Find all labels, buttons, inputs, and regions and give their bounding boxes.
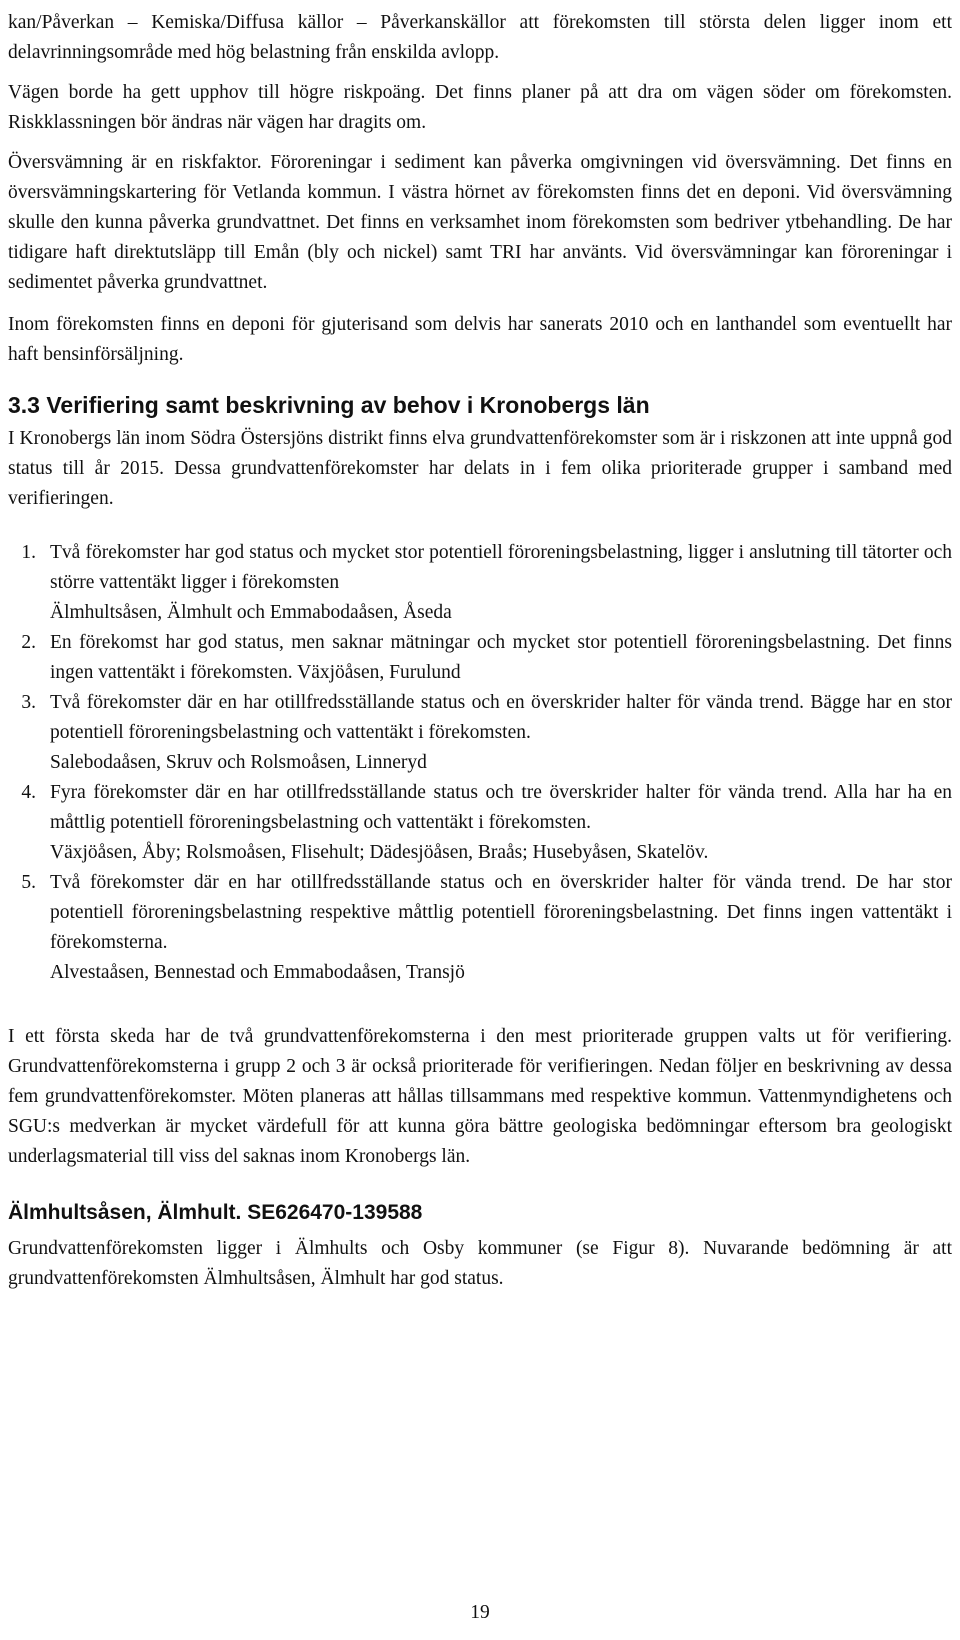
list-number: 1. <box>21 542 36 563</box>
list-item-aquifers: Alvestaåsen, Bennestad och Emmabodaåsen, Transjö <box>50 962 465 983</box>
list-item-aquifers: Växjöåsen, Åby; Rolsmoåsen, Flisehult; Dädesjöåsen, Braås; Husebyåsen, Skatelöv. <box>50 842 709 863</box>
list-item-aquifers: Salebodaåsen, Skruv och Rolsmoåsen, Linneryd <box>50 752 427 773</box>
list-item-text: Fyra förekomster där en har otillfredsställande status och tre överskrider halter för vända trend. Alla har ha en måttlig potentiell föroreningsbelastning och vattentäkt i förekomsten. <box>50 782 952 833</box>
section-heading-3-3: 3.3 Verifiering samt beskrivning av behov i Kronobergs län <box>8 392 650 418</box>
list-item-text: Två förekomster har god status och mycket stor potentiell föroreningsbelastning, ligger i anslutning till tätorter och större vattentäkt ligger i förekomsten <box>50 542 952 593</box>
list-number: 2. <box>21 632 36 653</box>
paragraph-avlopp: kan/Påverkan – Kemiska/Diffusa källor – Påverkanskällor att förekomsten till största delen ligger inom ett delavrinningsområde med hög belastning från enskilda avlopp. <box>8 12 952 63</box>
list-item-text: Två förekomster där en har otillfredsställande status och en överskrider halter för vända trend. De har stor potentiell föroreningsbelastning respektive måttlig potentiell föroreningsbelastning. Det finns ingen vattentäkt i förekomsterna. <box>50 872 952 953</box>
list-number: 5. <box>21 872 36 893</box>
priority-group-list <box>8 538 952 988</box>
paragraph-oversvamning: Översvämning är en riskfaktor. Föroreningar i sediment kan påverka omgivningen vid översvämning. Det finns en översvämningskartering för Vetlanda kommun. I västra hörnet av förekomsten finns det en deponi. Vid översvämning skulle den kunna påverka grundvattnet. Det finns en verksamhet inom förekomsten som bedriver ytbehandling. De har tidigare haft direktutsläpp till Emån (bly och nickel) samt TRI har använts. Vid översvämningar kan föroreningar i sedimentet påverka grundvattnet. <box>8 152 952 293</box>
list-item-aquifers: Älmhultsåsen, Älmhult och Emmabodaåsen, Åseda <box>50 602 452 623</box>
list-item <box>8 628 952 688</box>
page-number: 19 <box>470 1602 490 1623</box>
list-item-text: En förekomst har god status, men saknar mätningar och mycket stor potentiell föroreningsbelastning. Det finns ingen vattentäkt i förekomsten. Växjöåsen, Furulund <box>50 632 952 683</box>
section-intro: I Kronobergs län inom Södra Östersjöns distrikt finns elva grundvattenförekomster som är i riskzonen att inte uppnå god status till år 2015. Dessa grundvattenförekomster har delats in i fem olika prioriterade grupper i samband med verifieringen. <box>8 428 952 509</box>
list-item <box>8 688 952 778</box>
list-item <box>8 778 952 868</box>
paragraph-vagen: Vägen borde ha gett upphov till högre riskpoäng. Det finns planer på att dra om vägen söder om förekomsten. Riskklassningen bör ändras när vägen har dragits om. <box>8 82 952 133</box>
list-item <box>8 538 952 628</box>
paragraph-deponi: Inom förekomsten finns en deponi för gjuterisand som delvis har sanerats 2010 och en lanthandel som eventuellt har haft bensinförsäljning. <box>8 314 952 365</box>
list-item-text: Två förekomster där en har otillfredsställande status och en överskrider halter för vända trend. Bägge har en stor potentiell föroreningsbelastning och vattentäkt i förekomsten. <box>50 692 952 743</box>
subsection-heading-almhult: Älmhultsåsen, Älmhult. SE626470-139588 <box>8 1201 423 1224</box>
list-item <box>8 868 952 988</box>
closing-paragraph: I ett första skeda har de två grundvattenförekomsterna i den mest prioriterade gruppen valts ut för verifiering. Grundvattenförekomsterna i grupp 2 och 3 är också prioriterade för verifieringen. Nedan följer en beskrivning av dessa fem grundvattenförekomster. Möten planeras att hållas tillsammans med respektive kommun. Vattenmyndighetens och SGU:s medverkan är mycket värdefull för att kunna göra bättre geologiska bedömningar eftersom bra geologiskt underlagsmaterial till viss del saknas inom Kronobergs län. <box>8 1026 952 1167</box>
list-number: 3. <box>21 692 36 713</box>
almhult-paragraph: Grundvattenförekomsten ligger i Älmhults och Osby kommuner (se Figur 8). Nuvarande bedömning är att grundvattenförekomsten Älmhultsåsen, Älmhult har god status. <box>8 1238 952 1289</box>
list-number: 4. <box>21 782 36 803</box>
